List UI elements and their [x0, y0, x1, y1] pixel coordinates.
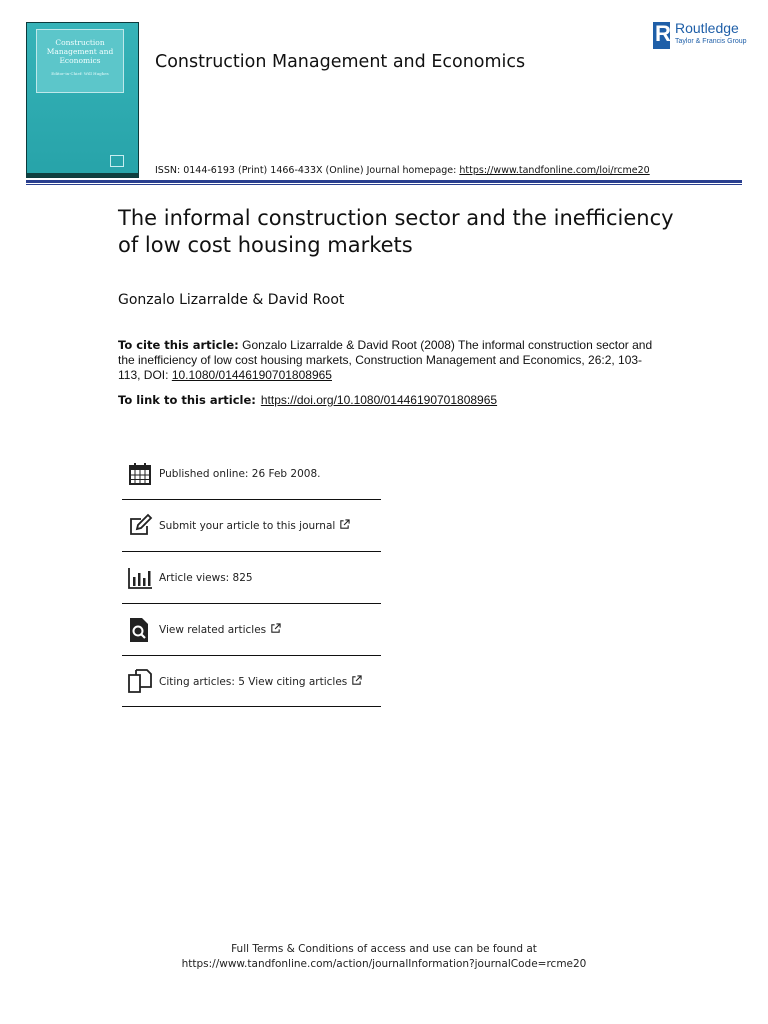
calendar-icon	[127, 461, 153, 487]
external-link-icon	[351, 675, 362, 686]
cover-title: Construction Management and Economics	[46, 38, 114, 65]
footer-terms-url[interactable]: https://www.tandfonline.com/action/journalInformation?journalCode=rcme20	[181, 958, 587, 970]
citation-doi-link[interactable]: 10.1080/01446190701808965	[171, 368, 332, 382]
published-date: Published online: 26 Feb 2008.	[159, 467, 321, 480]
article-views: Article views: 825	[159, 571, 253, 584]
citation-label: To cite this article:	[118, 338, 239, 352]
published-row	[122, 448, 381, 499]
journal-title: Construction Management and Economics	[155, 52, 526, 72]
related-articles-label: View related articles	[159, 624, 267, 636]
cover-publisher-logo	[110, 155, 124, 167]
article-info-box	[122, 448, 381, 707]
header-divider-thin	[26, 184, 742, 185]
citation-block	[118, 338, 658, 383]
issn-text: ISSN: 0144-6193 (Print) 1466-433X (Online) Journal homepage:	[155, 165, 460, 176]
routledge-logo-icon	[653, 22, 670, 49]
publisher-logo	[653, 22, 749, 50]
citing-articles-label: Citing articles: 5 View citing articles	[159, 675, 348, 688]
submit-row[interactable]	[122, 499, 381, 551]
citing-articles-link[interactable]	[159, 675, 362, 688]
copy-documents-icon	[127, 668, 153, 694]
journal-cover	[26, 22, 139, 178]
citing-row[interactable]	[122, 655, 381, 707]
publisher-name: Routledge	[675, 20, 739, 36]
related-articles-link[interactable]	[159, 623, 281, 636]
external-link-icon	[270, 623, 281, 634]
views-row	[122, 551, 381, 603]
external-link-icon	[339, 519, 350, 530]
related-row[interactable]	[122, 603, 381, 655]
publisher-group: Taylor & Francis Group	[675, 38, 747, 45]
submit-article-link[interactable]	[159, 519, 350, 532]
header-divider	[26, 180, 742, 183]
article-authors: Gonzalo Lizarralde & David Root	[118, 292, 345, 308]
document-search-icon	[127, 617, 153, 643]
cover-bottom-band	[27, 173, 138, 177]
bar-chart-icon	[127, 565, 153, 591]
footer-terms-text: Full Terms & Conditions of access and use can be found at	[231, 943, 537, 955]
article-doi-link[interactable]: https://doi.org/10.1080/01446190701808965	[260, 393, 498, 407]
submit-article-label: Submit your article to this journal	[159, 520, 336, 532]
cover-title-panel	[36, 29, 124, 93]
cover-editor: Editor-in-Chief: Will Hughes	[51, 71, 109, 76]
article-title: The informal construction sector and the inefficiency of low cost housing markets	[118, 206, 674, 257]
edit-icon	[127, 513, 153, 539]
journal-homepage-link[interactable]: https://www.tandfonline.com/loi/rcme20	[459, 165, 650, 176]
citation-text: Gonzalo Lizarralde & David Root (2008) The informal construction sector and the inefficiency of low cost housing markets, Construction Management and Economics, 26:2, 103-113, DOI:	[118, 338, 653, 382]
footer-terms	[0, 942, 768, 972]
issn-line	[155, 165, 650, 176]
link-label: To link to this article:	[118, 393, 256, 407]
article-link-block	[118, 393, 497, 407]
